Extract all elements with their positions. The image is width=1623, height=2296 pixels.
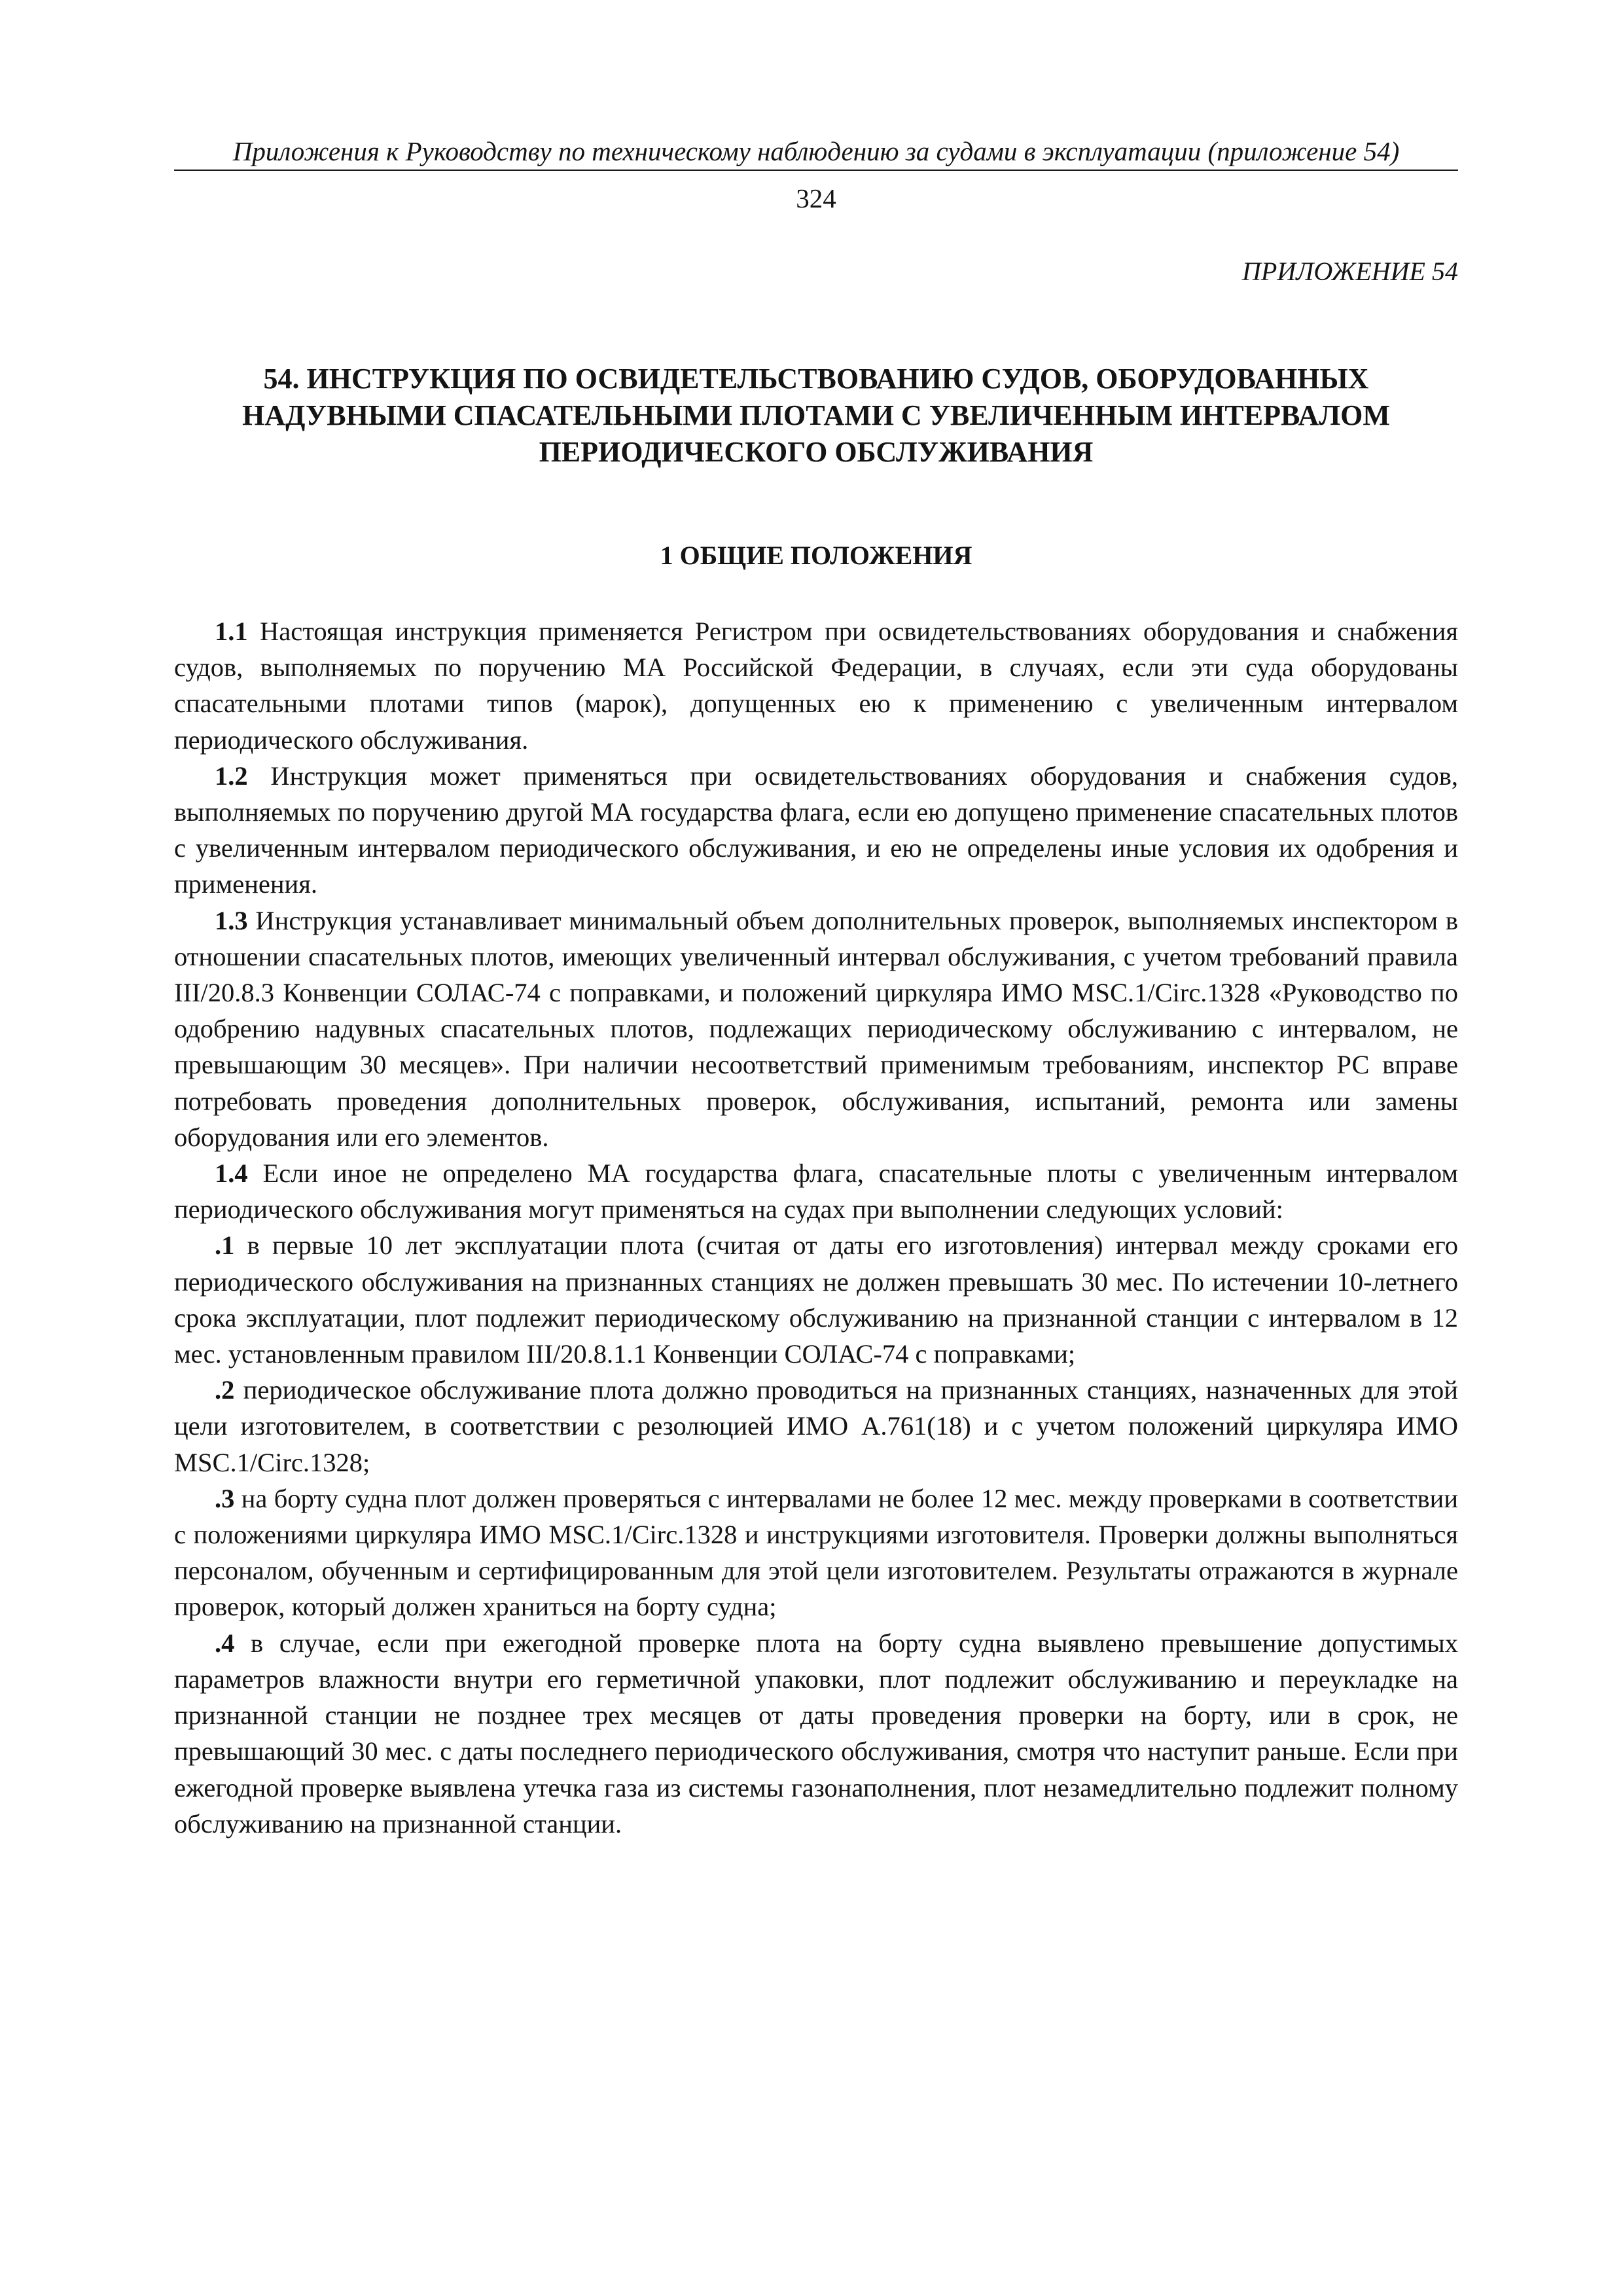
list-item-4 [174,1625,1458,1842]
paragraph-1-1 [174,613,1458,758]
list-item-number: .3 [215,1483,235,1513]
list-item-text: в случае, если при ежегодной проверке плота на борту судна выявлено превышение допустимых параметров влажности внутри его герметичной упаковки, плот подлежит обслуживанию и переукладке на признанной станции не позднее трех месяцев от даты проведения проверки на борту, или в срок, не превышающий 30 мес. с даты последнего периодического обслуживания, смотря что наступит раньше. Если при ежегодной проверке выявлена утечка газа из системы газонаполнения, плот незамедлительно подлежит полному обслуживанию на признанной станции. [174,1628,1458,1839]
list-item-number: .4 [215,1628,235,1658]
paragraph-number: 1.3 [215,905,248,935]
document-page [174,134,1458,1842]
paragraph-text: Настоящая инструкция применяется Регистром при освидетельствованиях оборудования и снабжения судов, выполняемых по поручению МА Российской Федерации, в случаях, если эти суда оборудованы спасательными плотами типов (марок), допущенных ею к применению с увеличенным интервалом периодического обслуживания. [174,617,1458,755]
title-line: 54. ИНСТРУКЦИЯ ПО ОСВИДЕТЕЛЬСТВОВАНИЮ СУДОВ, ОБОРУДОВАННЫХ [263,363,1369,395]
paragraph-number: 1.2 [215,761,248,791]
section-heading: 1 ОБЩИЕ ПОЛОЖЕНИЯ [660,541,972,570]
running-header: Приложения к Руководству по техническому наблюдению за судами в эксплуатации (приложение 54) [174,134,1458,171]
paragraph-1-4 [174,1155,1458,1227]
paragraph-text: Если иное не определено МА государства флага, спасательные плоты с увеличенным интервалом периодического обслуживания могут применяться на судах при выполнении следующих условий: [174,1158,1458,1225]
list-item-text: в первые 10 лет эксплуатации плота (считая от даты его изготовления) интервал между сроками его периодического обслуживания на признанных станциях не должен превышать 30 мес. По истечении 10-летнего срока эксплуатации, плот подлежит периодическому обслуживанию на признанной станции с интервалом в 12 мес. установленным правилом III/20.8.1.1 Конвенции СОЛАС-74 с поправками; [174,1230,1458,1369]
paragraph-number: 1.4 [215,1158,248,1189]
list-item-number: .1 [215,1230,235,1261]
list-item-text: периодическое обслуживание плота должно проводиться на признанных станциях, назначенных для этой цели изготовителем, в соответствии с резолюцией ИМО А.761(18) и с учетом положений циркуляра ИМО MSC.1/Circ.1328; [174,1375,1458,1477]
page-number: 324 [796,183,836,213]
list-item-1 [174,1227,1458,1372]
paragraph-1-3 [174,903,1458,1155]
list-item-3 [174,1480,1458,1625]
paragraph-1-2 [174,758,1458,903]
title-line: ПЕРИОДИЧЕСКОГО ОБСЛУЖИВАНИЯ [539,436,1094,468]
paragraph-number: 1.1 [215,617,248,646]
list-item-number: .2 [215,1375,235,1405]
appendix-label: ПРИЛОЖЕНИЕ 54 [1242,257,1458,286]
paragraph-text: Инструкция устанавливает минимальный объем дополнительных проверок, выполняемых инспектором в отношении спасательных плотов, имеющих увеличенный интервал обслуживания, с учетом требований правила III/20.8.3 Конвенции СОЛАС-74 с поправками, и положений циркуляра ИМО MSC.1/Circ.1328 «Руководство по одобрению надувных спасательных плотов, подлежащих периодическому обслуживанию с интервалом, не превышающим 30 месяцев». При наличии несоответствий применимым требованиям, инспектор РС вправе потребовать проведения дополнительных проверок, обслуживания, испытаний, ремонта или замены оборудования или его элементов. [174,905,1458,1152]
paragraph-text: Инструкция может применяться при освидетельствованиях оборудования и снабжения судов, выполняемых по поручению другой МА государства флага, если ею допущено применение спасательных плотов с увеличенным интервалом периодического обслуживания, и ею не определены иные условия их одобрения и применения. [174,761,1458,899]
list-item-2 [174,1372,1458,1480]
document-title [174,361,1458,471]
body-text [174,613,1458,1842]
list-item-text: на борту судна плот должен проверяться с интервалами не более 12 мес. между проверками в соответствии с положениями циркуляра ИМО MSC.1/Circ.1328 и инструкциями изготовителя. Проверки должны выполняться персоналом, обученным и сертифицированным для этой цели изготовителем. Результаты отражаются в журнале проверок, который должен храниться на борту судна; [174,1483,1458,1622]
title-line: НАДУВНЫМИ СПАСАТЕЛЬНЫМИ ПЛОТАМИ С УВЕЛИЧЕННЫМ ИНТЕРВАЛОМ [242,399,1390,431]
